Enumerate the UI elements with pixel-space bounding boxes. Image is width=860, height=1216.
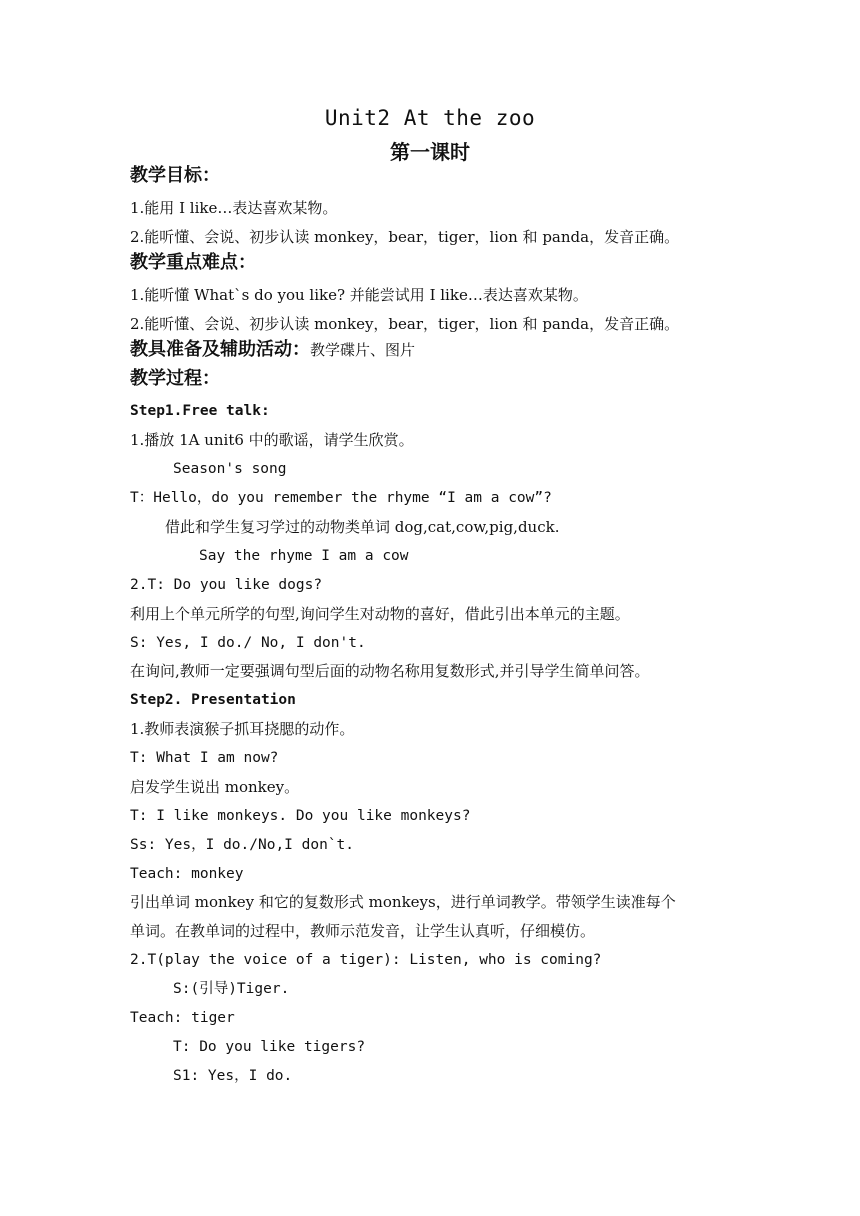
step2-line-4: T: I like monkeys. Do you like monkeys?	[130, 808, 471, 824]
step2-line-7: 引出单词 monkey 和它的复数形式 monkeys，进行单词教学。带领学生读准每个	[130, 893, 676, 911]
step1-line-9: 在询问,教师一定要强调句型后面的动物名称用复数形式,并引导学生简单问答。	[130, 662, 650, 680]
step1-line-7: 利用上个单元所学的句型,询问学生对动物的喜好，借此引出本单元的主题。	[130, 605, 630, 623]
step2-line-10: S:(引导)Tiger.	[173, 981, 290, 997]
document-title: Unit2 At the zoo	[324, 106, 536, 130]
step2-line-6: Teach: monkey	[130, 866, 244, 882]
preparation-text: 教学碟片、图片	[310, 341, 416, 359]
step1-heading: Step1.Free talk:	[130, 403, 270, 419]
heading-process: 教学过程：	[130, 368, 220, 389]
step2-heading: Step2. Presentation	[130, 692, 296, 708]
keypoint-1: 1.能听懂 What`s do you like? 并能尝试用 I like…表达喜欢某物。	[130, 286, 588, 304]
step2-line-5: Ss: Yes，I do./No,I don`t.	[130, 837, 355, 853]
step2-line-2: T: What I am now?	[130, 750, 279, 766]
step2-line-3: 启发学生说出 monkey。	[130, 778, 300, 796]
step2-line-8: 单词。在教单词的过程中，教师示范发音，让学生认真听，仔细模仿。	[130, 922, 596, 940]
step1-line-4: 借此和学生复习学过的动物类单词 dog,cat,cow,pig,duck.	[165, 518, 560, 536]
step2-line-13: S1: Yes，I do.	[173, 1068, 293, 1084]
step1-line-8: S: Yes, I do./ No, I don't.	[130, 635, 366, 651]
step2-line-9: 2.T(play the voice of a tiger): Listen, who is coming?	[130, 952, 602, 968]
heading-keypoints: 教学重点难点：	[130, 252, 256, 273]
objective-1: 1.能用 I like…表达喜欢某物。	[130, 199, 338, 217]
objective-2: 2.能听懂、会说、初步认读 monkey，bear，tiger，lion 和 panda，发音正确。	[130, 228, 680, 246]
heading-objectives: 教学目标：	[130, 165, 220, 186]
step1-line-2: Season's song	[173, 461, 287, 477]
step2-line-12: T: Do you like tigers?	[173, 1039, 366, 1055]
step1-line-3: T：Hello，do you remember the rhyme “I am a cow”?	[130, 490, 552, 506]
step2-line-11: Teach: tiger	[130, 1010, 235, 1026]
keypoint-2: 2.能听懂、会说、初步认读 monkey，bear，tiger，lion 和 panda，发音正确。	[130, 315, 680, 333]
step1-line-6: 2.T: Do you like dogs?	[130, 577, 323, 593]
step1-line-5: Say the rhyme I am a cow	[199, 548, 409, 564]
step2-line-1: 1.教师表演猴子抓耳挠腮的动作。	[130, 720, 355, 738]
heading-preparation	[130, 340, 415, 360]
preparation-label: 教具准备及辅助活动：	[130, 339, 310, 360]
step1-line-1: 1.播放 1A unit6 中的歌谣，请学生欣赏。	[130, 431, 414, 449]
lesson-subtitle: 第一课时	[390, 140, 470, 164]
